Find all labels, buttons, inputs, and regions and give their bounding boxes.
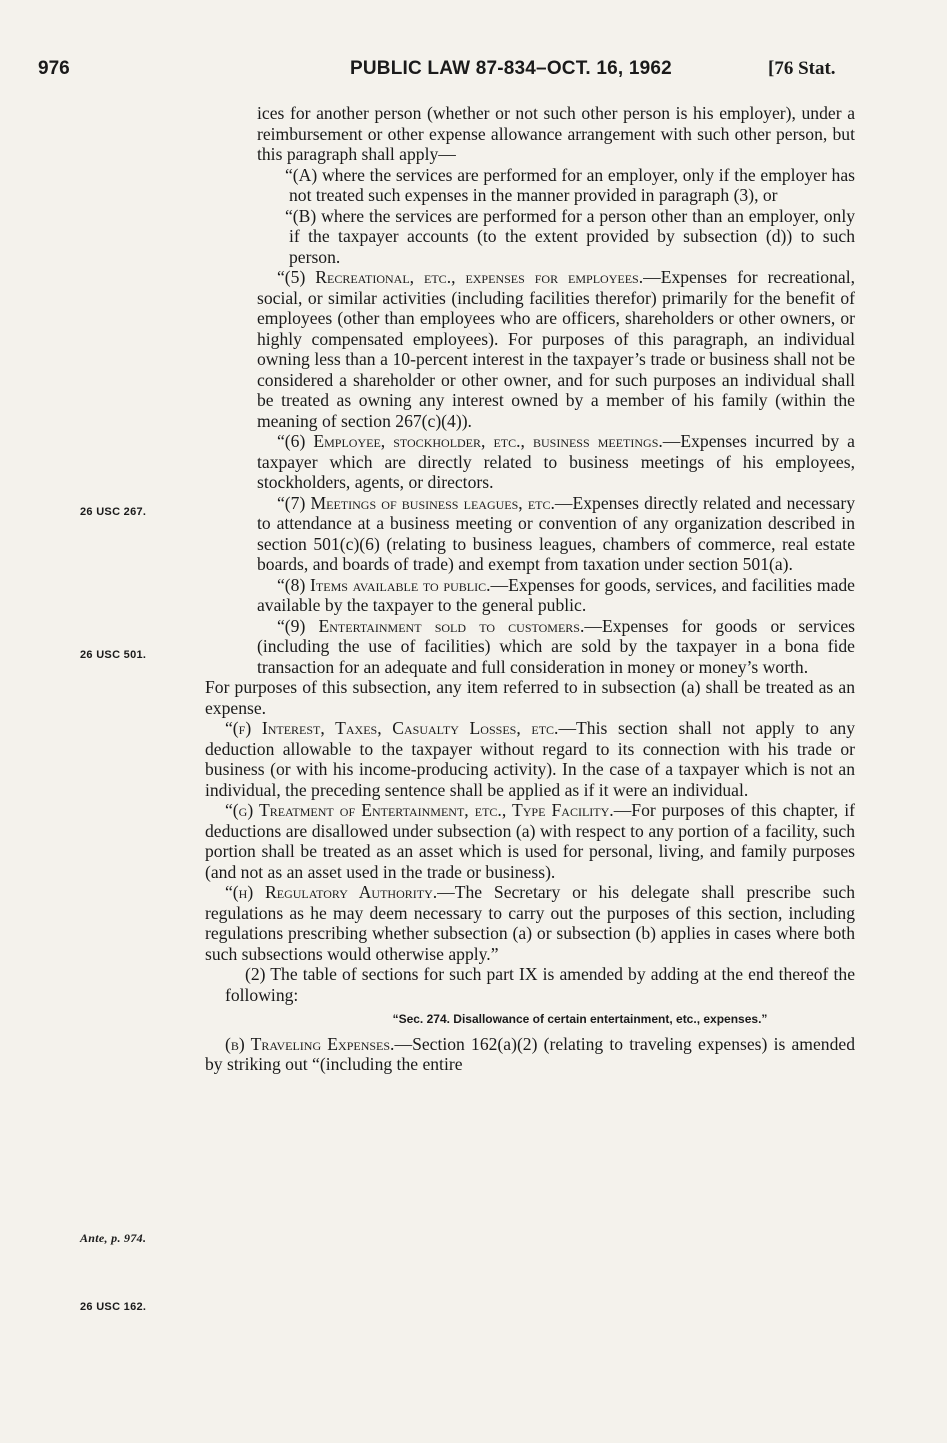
subsection-g-text: —For purposes of this chapter, if deductions are disallowed under subsection (a) with respect to any portion of a facility, such portion shall be treated as an asset which is used for personal, living, and family purposes (and not as an asset used in the trade or business). [205,800,856,882]
subsection-h [205,882,855,964]
subsection-f-text: —This section shall not apply to any deduction allowable to the taxpayer without regard to its connection with his trade or business (or with his income-producing activity). In the case of a taxpayer which is not an individual, the preceding sentence shall be applied as if it were an individual. [205,718,856,800]
subsection-h-text: —The Secretary or his delegate shall prescribe such regulations as he may deem necessary to carry out the purposes of this section, including regulations prescribing whether subsection (a) or subsection (b) applies in cases where both such subsections would otherwise apply.” [205,882,855,964]
paragraph-9 [257,616,855,678]
margin-note-usc501: 26 USC 501. [80,649,147,661]
page-number: 976 [38,58,70,79]
subsection-b-traveling [205,1034,855,1075]
margin-note-usc267: 26 USC 267. [80,506,147,518]
subsection-h-heading: “(h) Regulatory Authority. [225,882,438,902]
running-title: PUBLIC LAW 87-834–OCT. 16, 1962 [350,58,672,79]
subsection-closing: For purposes of this subsection, any item referred to in subsection (a) shall be treated as an expense. [205,677,855,718]
subsection-g [205,800,855,882]
subsection-b-heading: (b) Traveling Expenses. [225,1033,395,1054]
paragraph-8-heading: “(8) Items available to public. [277,574,491,595]
paragraph-7 [257,493,855,575]
paragraph-9-text: —Expenses for goods or services (including the use of facilities) which are sold by the taxpayer in a bona fide transaction for an adequate and full consideration in money or money’s worth. [257,615,855,677]
subsection-g-heading: “(g) Treatment of Entertainment, etc., Type Facility. [225,800,614,820]
margin-note-usc162: 26 USC 162. [80,1301,147,1313]
paragraph-5-text: —Expenses for recreational, social, or similar activities (including facilities therefor) primarily for the benefit of employees (other than employees who are officers, shareholders or other owners, or highly compensated employees). For purposes of this paragraph, an individual owning less than a 10-percent interest in the taxpayer’s trade or business shall not be considered a shareholder or other owner, and for such purposes an individual shall be treated as owning any interest owned by a member of his family (within the meaning of section 267(c)(4)). [257,267,855,431]
paragraph-5-heading: “(5) Recreational, etc., expenses for employees. [277,267,644,287]
subsection-b-text: —Section 162(a)(2) (relating to traveling expenses) is amended by striking out “(including the entire [205,1033,855,1074]
paragraph-4-continuation: ices for another person (whether or not such other person is his employer), under a reimbursement or other expense allowance arrangement with such other person, but this paragraph shall apply— [257,103,855,164]
paragraph-5 [257,267,855,431]
subsection-f [205,718,855,800]
paragraph-6-text: —Expenses incurred by a taxpayer which are directly related to business meetings of his employees, stockholders, agents, or directors. [257,431,855,492]
paragraph-6 [257,431,855,493]
section-274-entry: “Sec. 274. Disallowance of certain entertainment, etc., expenses.” [392,1012,768,1026]
margin-note-ante: Ante, p. 974. [80,1231,147,1245]
subparagraph-b: “(B) where the services are performed for a person other than an employer, only if the taxpayer accounts (to the extent provided by subsection (d)) to such person. [285,205,855,267]
paragraph-6-heading: “(6) Employee, stockholder, etc., business meetings. [277,431,663,451]
paragraph-9-heading: “(9) Entertainment sold to customers. [277,615,585,636]
subparagraph-a: “(A) where the services are performed for an employer, only if the employer has not treated such expenses in the manner provided in paragraph (3), or [285,164,855,205]
page-header [0,58,947,98]
subsection-f-heading: “(f) Interest, Taxes, Casualty Losses, etc. [225,718,559,738]
paragraph-8-text: —Expenses for goods, services, and facilities made available by the taxpayer to the general public. [257,574,855,615]
statute-body [205,103,855,1075]
amendment-paragraph-2: (2) The table of sections for such part IX is amended by adding at the end thereof the following: [225,964,855,1005]
paragraph-8 [257,575,855,616]
paragraph-7-text: —Expenses directly related and necessary to attendance at a business meeting or convention of any organization described in section 501(c)(6) (relating to business leagues, chambers of commerce, real estate boards, and boards of trade) and exempt from taxation under section 501(a). [257,492,855,574]
statute-reference: [76 Stat. [768,58,836,79]
paragraph-7-heading: “(7) Meetings of business leagues, etc. [277,492,555,513]
